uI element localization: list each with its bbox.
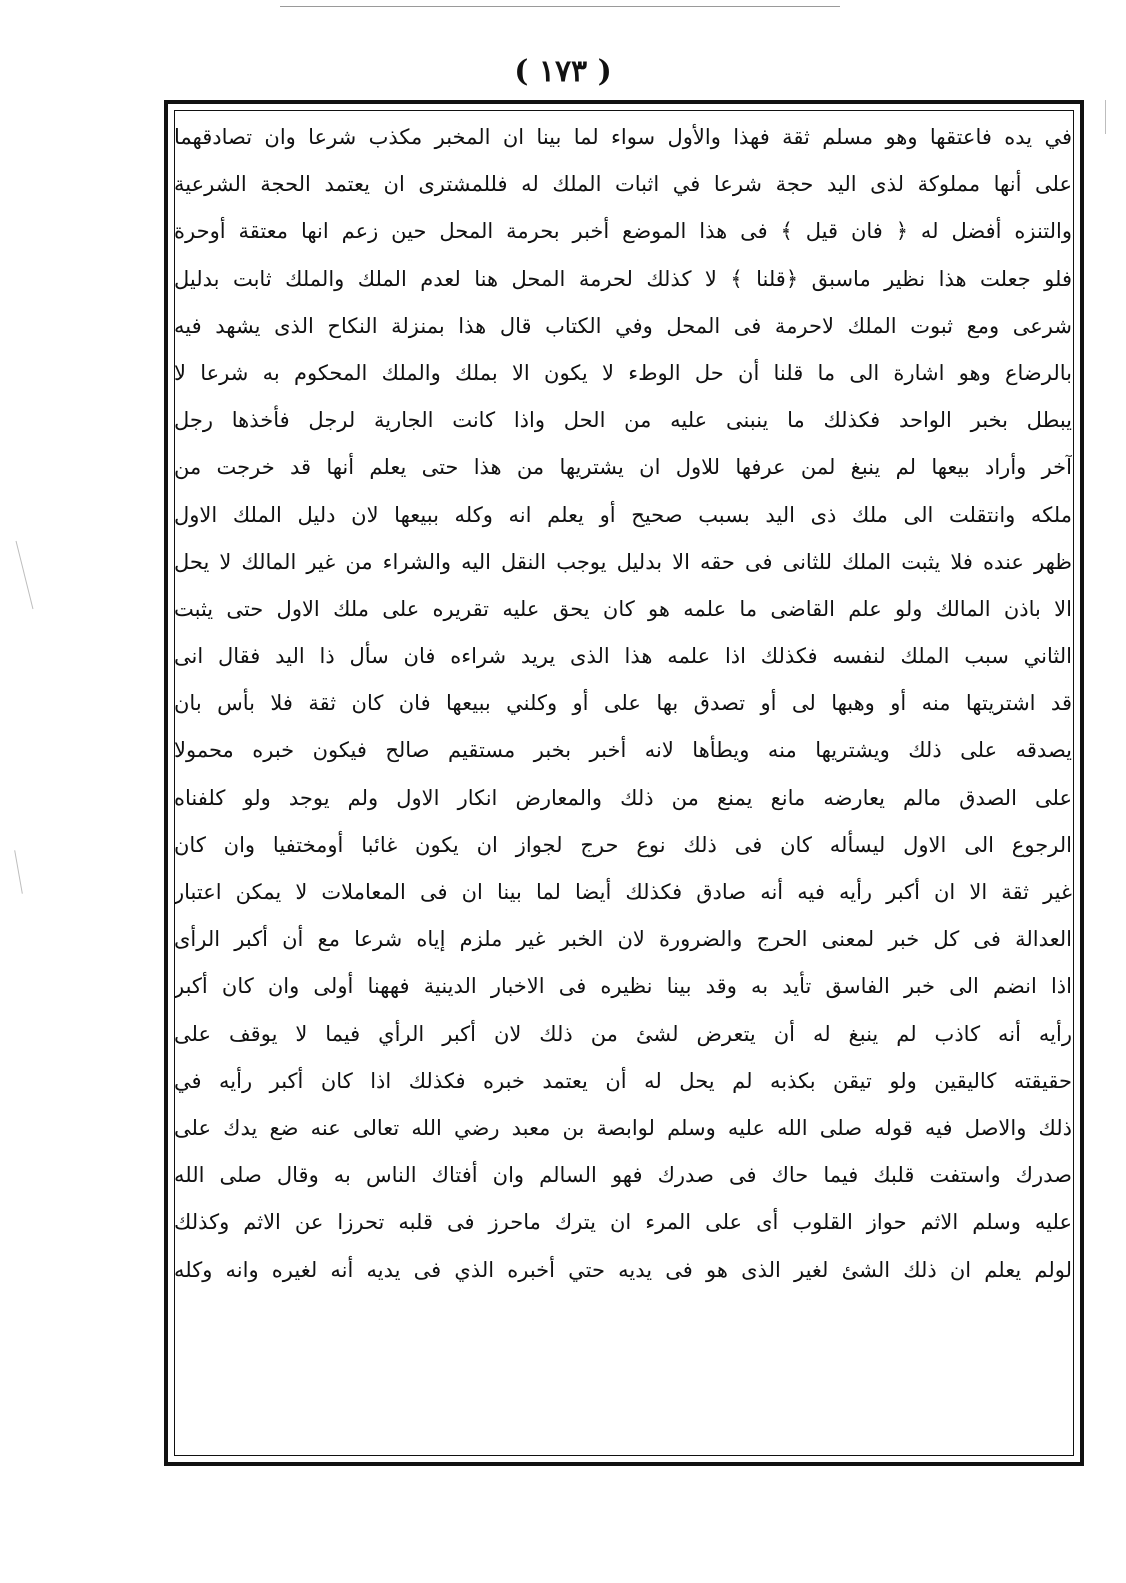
text-line: ملكه وانتقلت الى ملك ذى اليد بسبب صحيح أو يعلم انه وكله ببيعها لان دليل الملك الاول xyxy=(174,502,1072,527)
left-margin-mark xyxy=(16,541,34,609)
text-line: في يده فاعتقها وهو مسلم ثقة فهذا والأول سواء لما بينا ان المخبر مكذب شرعا وان تصادقهما xyxy=(174,125,1072,149)
text-line: بالرضاع وهو اشارة الى ما قلنا أن حل الوطء لا يكون الا بملك والملك المحكوم به شرعا لا xyxy=(174,360,1072,385)
text-line: غير ثقة الا ان أكبر رأيه فيه أنه صادق فكذلك أيضا لما بينا ان فى المعاملات لا يمكن اعتبار xyxy=(174,880,1072,904)
text-line: ذلك والاصل فيه قوله صلى الله عليه وسلم لوابصة بن معبد رضي الله تعالى عنه ضع يدك على xyxy=(174,1115,1072,1140)
text-line: رأيه أنه كاذب لم ينبغ له أن يتعرض لشئ من ذلك لان أكبر الرأي فيما لا يوقف على xyxy=(174,1021,1072,1046)
text-line: الثاني سبب الملك لنفسه فكذلك اذا علمه هذا الذى يريد شراءه فان سأل ذا اليد فقال انى xyxy=(174,644,1072,669)
left-margin-mark-2 xyxy=(14,850,23,894)
text-line: صدرك واستفت قلبك فيما حاك فى صدرك فهو السالم وان أفتاك الناس به وقال صلى الله xyxy=(174,1163,1072,1188)
text-line: على أنها مملوكة لذى اليد حجة شرعا في اثبات الملك له فللمشترى ان يعتمد الحجة الشرعية xyxy=(174,172,1072,197)
text-line: يصدقه على ذلك ويشتريها منه ويطأها لانه أخبر بخبر مستقيم صالح فيكون خبره محمولا xyxy=(174,738,1072,763)
text-line: لولم يعلم ان ذلك الشئ لغير الذى هو فى يديه حتي أخبره الذي فى يديه أنه لغيره وانه وكله xyxy=(174,1257,1072,1282)
text-body xyxy=(174,114,1072,1294)
right-margin-mark xyxy=(1105,100,1106,134)
text-line: شرعى ومع ثبوت الملك لاحرمة فى المحل وفي الكتاب قال هذا بمنزلة النكاح الذى يشهد فيه xyxy=(174,313,1072,338)
text-line: والتنزه أفضل له ﴿ فان قيل ﴾ فى هذا الموضع أخبر بحرمة المحل حين زعم انها معتقة أوحرة xyxy=(174,219,1072,244)
text-line: ظهر عنده فلا يثبت الملك للثانى فى حقه الا بدليل يوجب النقل اليه والشراء من غير المالك لا يحل xyxy=(174,549,1072,574)
text-line: على الصدق مالم يعارضه مانع يمنع من ذلك والمعارض انكار الاول ولم يوجد ولو كلفناه xyxy=(174,785,1072,810)
page-number: ( ١٧٣ ) xyxy=(514,54,612,89)
text-line: يبطل بخبر الواحد فكذلك ما ينبنى عليه من الحل واذا كانت الجارية لرجل فأخذها رجل xyxy=(174,408,1072,433)
text-line: الرجوع الى الاول ليسأله كان فى ذلك نوع حرج لجواز ان يكون غائبا أومختفيا وان كان xyxy=(174,832,1072,857)
text-line: العدالة فى كل خبر لمعنى الحرج والضرورة لان الخبر غير ملزم إياه شرعا مع أن أكبر الرأى xyxy=(174,927,1072,952)
top-rule xyxy=(280,6,840,7)
text-line: آخر وأراد بيعها لم ينبغ لمن عرفها للاول ان يشتريها من هذا حتى يعلم أنها قد خرجت من xyxy=(174,455,1072,480)
text-line: قد اشتريتها منه أو وهبها لى أو تصدق بها على أو وكلني ببيعها فان كان ثقة فلا بأس بان xyxy=(174,691,1072,716)
text-frame xyxy=(164,100,1084,1466)
text-line: عليه وسلم الاثم حواز القلوب أى على المرء ان يترك ماحرز فى قلبه تحرزا عن الاثم وكذلك xyxy=(174,1210,1072,1235)
text-line: فلو جعلت هذا نظير ماسبق ﴿قلنا ﴾ لا كذلك لحرمة المحل هنا لعدم الملك والملك ثابت بدليل xyxy=(174,266,1072,291)
text-line: اذا انضم الى خبر الفاسق تأيد به وقد بينا نظيره فى الاخبار الدينية فههنا أولى وان كان أكبر xyxy=(174,974,1072,999)
text-line: الا باذن المالك ولو علم القاضى ما علمه هو كان يحق عليه تقريره على ملك الاول حتى يثبت xyxy=(174,596,1072,621)
text-line: حقيقته كاليقين ولو تيقن بكذبه لم يحل له أن يعتمد خبره فكذلك اذا كان أكبر رأيه في xyxy=(174,1068,1072,1093)
